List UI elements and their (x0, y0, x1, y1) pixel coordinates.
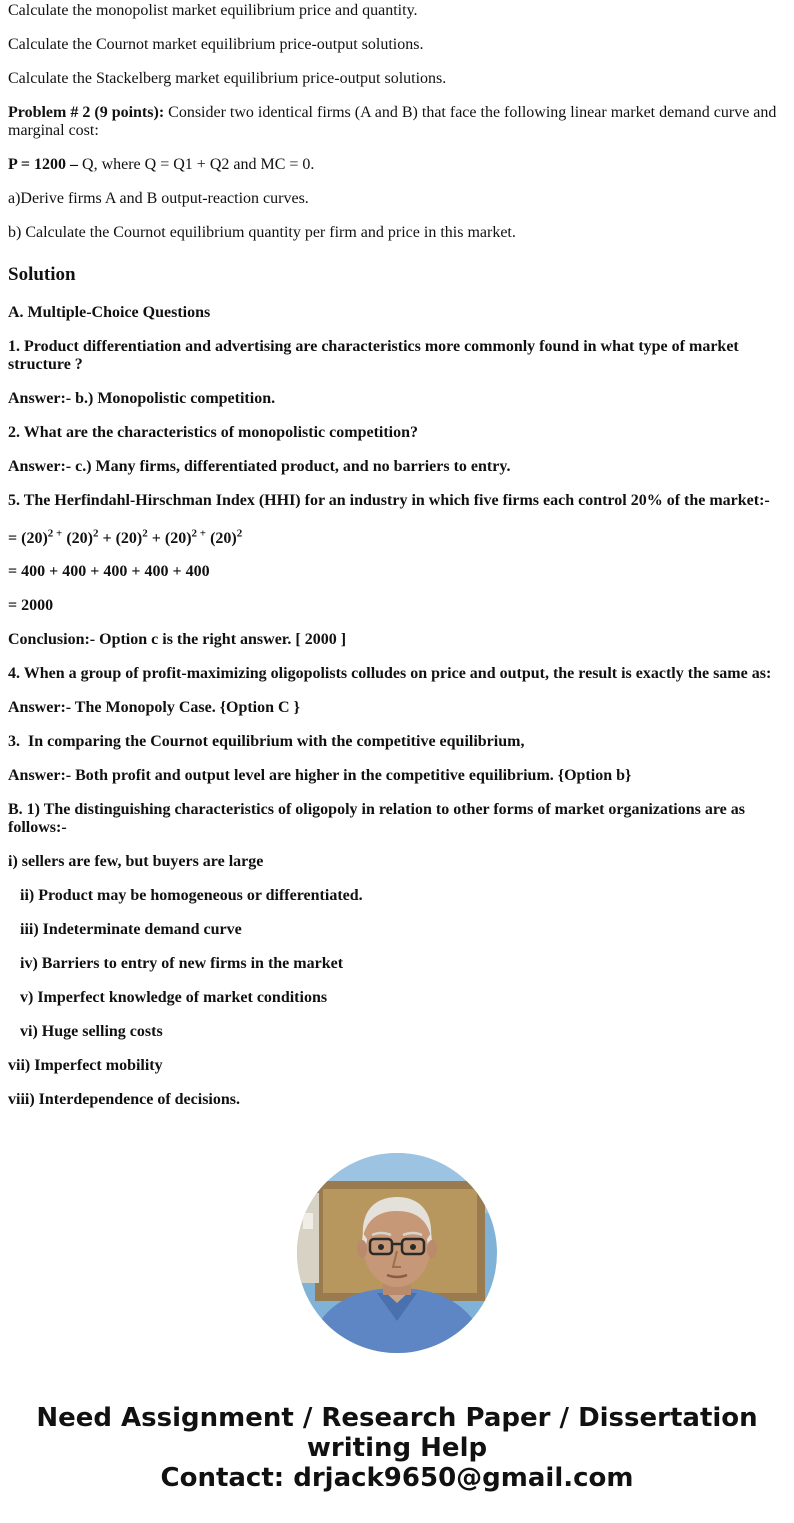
problem-2-text: Consider two identical firms (A and B) that face the following linear market demand curve and marginal cost: (8, 104, 777, 139)
question-2: 2. What are the characteristics of monopolistic competition? (8, 424, 419, 441)
question-monopolist: Calculate the monopolist market equilibrium price and quantity. (8, 2, 418, 19)
problem-2 (8, 104, 784, 140)
promo-banner (0, 1403, 794, 1493)
hhi-sum: = 400 + 400 + 400 + 400 + 400 (8, 563, 210, 580)
list-item: ii) Product may be homogeneous or differentiated. (20, 887, 363, 904)
question-3: 3. In comparing the Cournot equilibrium with the competitive equilibrium, (8, 733, 525, 750)
list-item: vi) Huge selling costs (20, 1023, 163, 1040)
list-item: iii) Indeterminate demand curve (20, 921, 242, 938)
problem-2-label: Problem # 2 (9 points): (8, 104, 165, 121)
part-b: b) Calculate the Cournot equilibrium quantity per firm and price in this market. (8, 224, 516, 241)
promo-line-2: writing Help (306, 1433, 488, 1463)
list-item: v) Imperfect knowledge of market conditions (20, 989, 328, 1006)
solution-heading: Solution (8, 264, 76, 285)
conclusion: Conclusion:- Option c is the right answer. [ 2000 ] (8, 631, 347, 648)
demand-equation-rest: Q, where Q = Q1 + Q2 and MC = 0. (78, 156, 315, 173)
section-a-heading: A. Multiple-Choice Questions (8, 304, 211, 321)
promo-line-1: Need Assignment / Research Paper / Dissertation (36, 1403, 758, 1433)
question-5: 5. The Herfindahl-Hirschman Index (HHI) for an industry in which five firms each control 20% of the market:- (8, 492, 770, 509)
question-4: 4. When a group of profit-maximizing oligopolists colludes on price and output, the result is exactly the same as: (8, 665, 772, 682)
document-body (8, 0, 784, 1109)
section-b-question-1: B. 1) The distinguishing characteristics of oligopoly in relation to other forms of market organizations are as follows:- (8, 801, 746, 836)
question-stackelberg: Calculate the Stackelberg market equilibrium price-output solutions. (8, 70, 447, 87)
hhi-formula: = $(20)^2$ + $(20)^2 + (20)^2 + (20)^2$ + $(20)^2$ (8, 527, 243, 547)
hhi-result: = 2000 (8, 597, 54, 614)
author-portrait-illustration (297, 1153, 497, 1353)
question-cournot: Calculate the Cournot market equilibrium price-output solutions. (8, 36, 424, 53)
answer-3: Answer:- Both profit and output level are higher in the competitive equilibrium. {Option b} (8, 767, 632, 784)
answer-1: Answer:- b.) Monopolistic competition. (8, 390, 276, 407)
part-a: a)Derive firms A and B output-reaction curves. (8, 190, 309, 207)
author-photo (297, 1153, 497, 1353)
list-item: vii) Imperfect mobility (8, 1057, 163, 1074)
question-1: 1. Product differentiation and advertising are characteristics more commonly found in what type of market structure ? (8, 338, 739, 373)
demand-equation (8, 156, 784, 174)
list-item: i) sellers are few, but buyers are large (8, 853, 264, 870)
list-item: iv) Barriers to entry of new firms in the market (20, 955, 344, 972)
list-item: viii) Interdependence of decisions. (8, 1091, 240, 1108)
answer-4: Answer:- The Monopoly Case. {Option C } (8, 699, 300, 716)
contact-email[interactable]: Contact: drjack9650@gmail.com (160, 1463, 634, 1493)
demand-equation-bold: P = 1200 – (8, 156, 79, 173)
answer-2: Answer:- c.) Many firms, differentiated product, and no barriers to entry. (8, 458, 511, 475)
